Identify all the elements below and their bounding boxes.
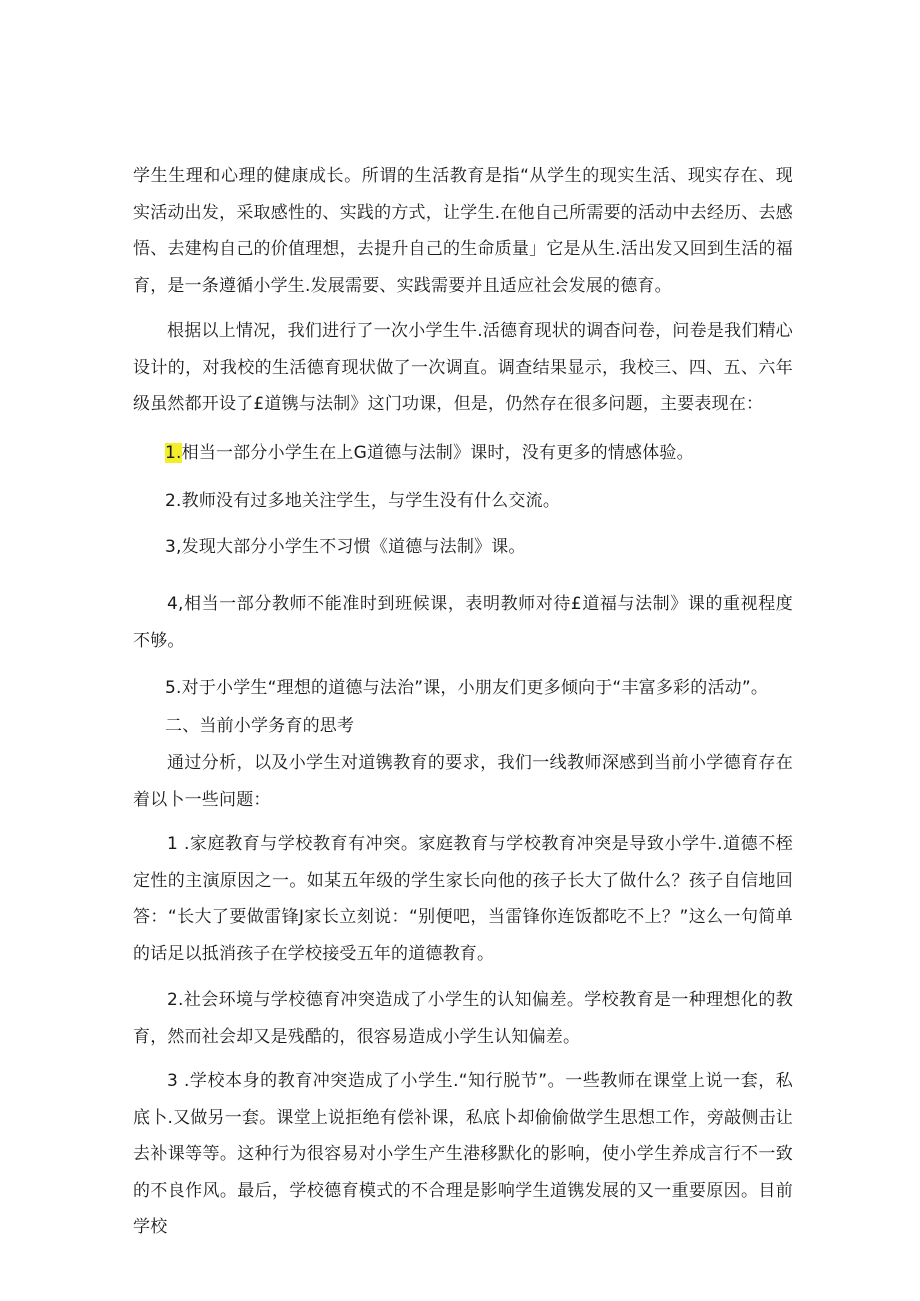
paragraph-social-conflict: 2.社会环境与学校德育冲突造成了小学生的认知偏差。学校教育是一种理想化的教育，然而社会却又是残酷的，很容易造成小学生认知偏差。 [133,990,793,1047]
paragraph-family-conflict: 1 .家庭教育与学校教育有冲突。家庭教育与学校教育冲突是导致小学牛.道德不桎定性的主演原因之一。如某五年级的学生家长向他的孩子长大了做什么？孩子自信地回答：“长大了要做雷锋J家长立刻说：“别便吧，当雷锋你连饭都吃不上？”这么一句简单的话足以抵消孩子在学校接受五年的道德教育。 [133,834,793,964]
list-item-4: 4,相当一部分教师不能准时到班候课，表明教师对待£道福与法制》课的重视程度不够。 [133,594,793,651]
list-item-3: 3,发现大部分小学生不习惯《道德与法制》课。 [165,537,526,557]
paragraph-analysis: 通过分析，以及小学生对道镌教育的要求，我们一线教师深感到当前小学德育存在着以卜一些问题： [133,753,793,810]
paragraph-survey: 根据以上情况，我们进行了一次小学生牛.活德育现状的调杳问卷，问卷是我们精心设计的，对我校的生活德育现状做了一次调直。调查结果显示，我校三、四、五、六年级虽然都开设了£道镌与法制》这门功课，但是，仍然存在很多问题，主要表现在： [133,321,793,414]
paragraph-life-education: 学生生理和心理的健康成长。所谓的生活教育是指“从学生的现实生活、现实存在、现实活动出发，采取感性的、实践的方式，让学生.在他自己所需要的活动中去经历、去感悟、去建构自己的价值理想，去提升自己的生命质量」它是从生.活出发又回到生活的福育，是一条遵循小学生.发展需要、实践需要并且适应社会发展的德育。 [133,166,793,296]
list-item-1 [165,435,795,472]
list-item-5: 5.对于小学生“理想的道德与法治”课，小朋友们更多倾向于“丰富多彩的活动”。 [165,678,769,698]
section-heading: 二、当前小学务育的思考 [165,716,355,736]
list-item-1-text: 相当一部分小学生在上G道德与法制》课时，没有更多的情感体验。 [181,443,694,463]
highlighted-number: 1. [165,443,182,463]
paragraph-school-conflict: 3 .学校本身的教育冲突造成了小学生.“知行脱节”。一些教师在课堂上说一套，私底卜.又做另一套。课堂上说拒绝有偿补课，私底卜却偷偷做学生思想工作，旁敲侧击让去补课等等。这种行为很容易对小学生产生港移默化的影响，使小学生养成言行不一致的不良作风。最后，学校德育模式的不合理是影响学生道镌发展的又一重要原因。目前学校 [133,1071,793,1237]
list-item-2: 2.教师没有过多地关注学生，与学生没有什么交流。 [165,491,561,511]
